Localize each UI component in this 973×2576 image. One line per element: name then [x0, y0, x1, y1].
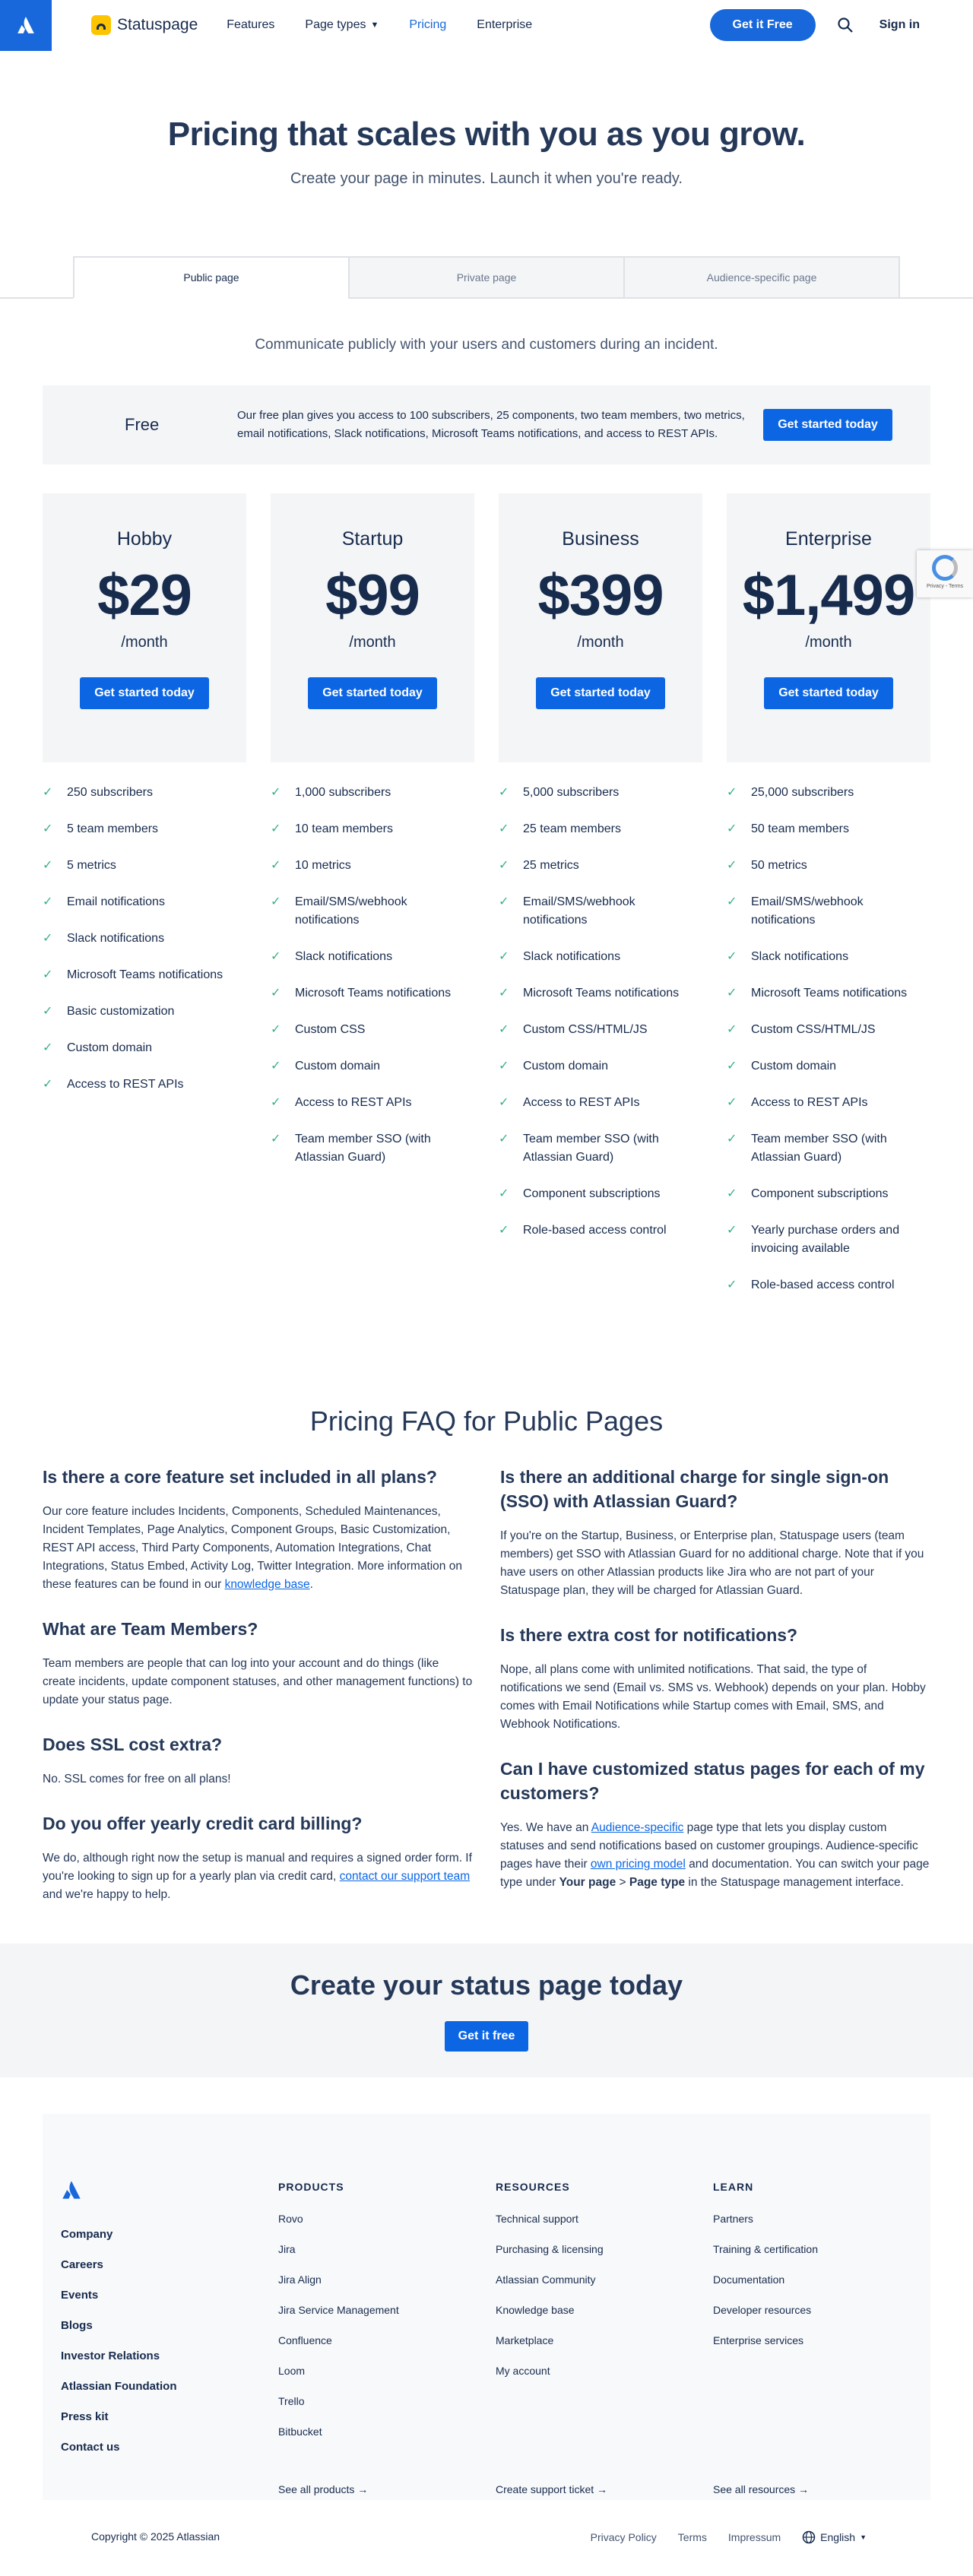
statuspage-logo-icon [91, 15, 111, 35]
feature-item [499, 784, 702, 802]
footer-products [278, 2181, 399, 2456]
legal-links [591, 2530, 867, 2544]
faq-answer [43, 1849, 473, 1904]
plan-features [271, 784, 474, 1167]
page-type-tabs [0, 256, 973, 299]
footer-link[interactable]: Marketplace [496, 2334, 554, 2346]
faq-section [43, 1465, 930, 1927]
nav-links [227, 18, 532, 32]
feature-label: Microsoft Teams notifications [67, 968, 223, 981]
check-icon: ✓ [727, 786, 737, 799]
footer-link[interactable]: Purchasing & licensing [496, 2243, 604, 2255]
feature-item [499, 1021, 702, 1039]
check-icon: ✓ [727, 1187, 737, 1200]
recaptcha-badge[interactable] [917, 550, 973, 597]
feature-item [727, 984, 930, 1003]
plan-price: $29 [97, 563, 192, 628]
feature-label: Component subscriptions [523, 1187, 661, 1200]
nav-link-enterprise[interactable]: Enterprise [477, 18, 533, 31]
check-icon: ✓ [499, 1133, 509, 1145]
plan-name: Hobby [116, 528, 173, 550]
check-icon: ✓ [727, 1023, 737, 1036]
check-icon: ✓ [727, 987, 737, 1000]
faq-answer-text: Our core feature includes Incidents, Components, Scheduled Maintenances, Incident Templates, Page Analytics, Component Groups, Basic Customization, REST API access, Third Party Components, Automation Integrations, Chat Integrations, Status Embed, Activity Log, Twitter Integration. More information on these features can be found in our [43, 1505, 462, 1591]
feature-label: Role-based access control [523, 1224, 667, 1237]
feature-item [271, 784, 474, 802]
free-get-started-button[interactable]: Get started today [763, 409, 892, 441]
faq-question: Is there extra cost for notifications? [500, 1625, 798, 1645]
footer-link[interactable]: Enterprise services [713, 2334, 804, 2346]
faq-question: Do you offer yearly credit card billing? [43, 1814, 363, 1833]
check-icon: ✓ [727, 1224, 737, 1237]
feature-label: 25,000 subscribers [751, 786, 854, 799]
check-icon: ✓ [43, 1005, 53, 1018]
plan-features [727, 784, 930, 1294]
plan-business [499, 493, 702, 1313]
faq-question: What are Team Members? [43, 1619, 258, 1639]
check-icon: ✓ [727, 895, 737, 908]
feature-label: 5 metrics [67, 859, 116, 872]
plan-hobby [43, 493, 246, 1313]
feature-item [271, 1130, 474, 1167]
feature-item [727, 820, 930, 838]
knowledge-base-link[interactable]: knowledge base [224, 1578, 310, 1591]
faq-answer-text: in the Statuspage management interface. [685, 1876, 904, 1889]
plan-card [727, 493, 930, 762]
feature-label: 250 subscribers [67, 786, 153, 799]
privacy-policy-link[interactable]: Privacy Policy [590, 2531, 657, 2543]
plan-price: $1,499 [742, 563, 915, 628]
footer-link[interactable]: Partners [713, 2213, 753, 2225]
statuspage-brand[interactable] [91, 15, 198, 35]
feature-label: 10 metrics [295, 859, 351, 872]
feature-item [727, 1130, 930, 1167]
language-label: English [820, 2531, 856, 2543]
tab-description: Communicate publicly with your users and customers during an incident. [255, 337, 718, 353]
feature-label: Access to REST APIs [523, 1096, 640, 1109]
cta-section [0, 1944, 973, 2077]
feature-item [43, 857, 246, 875]
breadcrumb-separator: > [616, 1876, 629, 1889]
nav-link-page-types[interactable] [305, 18, 379, 32]
check-icon: ✓ [271, 895, 281, 908]
see-all-resources-link[interactable]: See all resources → [713, 2483, 810, 2495]
feature-label: 1,000 subscribers [295, 786, 391, 799]
feature-label: Email/SMS/webhook notifications [523, 895, 635, 927]
check-icon: ✓ [499, 1224, 509, 1237]
check-icon: ✓ [499, 1023, 509, 1036]
faq-answer-text: We do, although right now the setup is manual and requires a signed order form. If you're looking to sign up for a yearly plan via credit card, [43, 1852, 472, 1883]
check-icon: ✓ [727, 1096, 737, 1109]
plan-card [499, 493, 702, 762]
feature-item [499, 893, 702, 930]
check-icon: ✓ [499, 786, 509, 799]
feature-item [271, 1057, 474, 1076]
check-icon: ✓ [499, 950, 509, 963]
plan-features [43, 784, 246, 1094]
footer-heading: PRODUCTS [278, 2181, 344, 2193]
check-icon: ✓ [271, 1096, 281, 1109]
create-support-ticket-link[interactable]: Create support ticket → [496, 2483, 608, 2495]
faq-question: Can I have customized status pages for each of my customers? [500, 1759, 925, 1803]
feature-label: 25 metrics [523, 859, 579, 872]
feature-label: Custom domain [523, 1060, 609, 1073]
faq-question: Is there an additional charge for single sign-on (SSO) with Atlassian Guard? [500, 1467, 889, 1511]
footer-heading: RESOURCES [496, 2181, 570, 2193]
feature-item [499, 857, 702, 875]
feature-item [43, 966, 246, 984]
faq-answer-text: page type that lets you display custom statuses and send notifications based on customer groupings. Audience-specific pages have their [500, 1821, 918, 1871]
check-icon: ✓ [271, 1060, 281, 1073]
check-icon: ✓ [727, 1133, 737, 1145]
check-icon: ✓ [271, 859, 281, 872]
feature-label: Custom CSS/HTML/JS [523, 1023, 648, 1036]
feature-item [43, 930, 246, 948]
check-icon: ✓ [43, 968, 53, 981]
faq-answer-text: Yes. We have an [500, 1821, 591, 1834]
footer-link[interactable]: Contact us [61, 2441, 120, 2454]
plan-period: /month [577, 634, 624, 651]
feature-label: Email notifications [67, 895, 165, 908]
check-icon: ✓ [727, 1060, 737, 1073]
copyright: Copyright © 2025 Atlassian [91, 2530, 220, 2543]
feature-label: Access to REST APIs [67, 1078, 184, 1091]
sign-in-link[interactable]: Sign in [879, 18, 920, 31]
check-icon: ✓ [271, 1023, 281, 1036]
plan-card [271, 493, 474, 762]
check-icon: ✓ [727, 950, 737, 963]
cta-get-it-free-button[interactable]: Get it free [445, 2021, 528, 2052]
nav-link-pricing[interactable]: Pricing [409, 18, 447, 31]
feature-item [499, 820, 702, 838]
footer-resources [496, 2181, 604, 2395]
feature-label: Role-based access control [751, 1278, 895, 1291]
nav-link-features[interactable]: Features [227, 18, 275, 31]
page-type-label: Page type [629, 1876, 686, 1889]
footer-learn [713, 2181, 818, 2365]
check-icon: ✓ [43, 822, 53, 835]
feature-label: Access to REST APIs [751, 1096, 868, 1109]
check-icon: ✓ [271, 987, 281, 1000]
chevron-down-icon: ▼ [370, 21, 379, 30]
atlassian-footer-logo-icon[interactable] [61, 2179, 82, 2201]
faq-answer [500, 1819, 930, 1892]
plan-enterprise [727, 493, 930, 1313]
footer-link[interactable]: Jira [278, 2243, 296, 2255]
impressum-link[interactable]: Impressum [727, 2531, 781, 2543]
language-selector[interactable] [802, 2530, 867, 2544]
feature-item [499, 1221, 702, 1240]
feature-label: 50 team members [751, 822, 849, 835]
footer-link[interactable]: Rovo [278, 2213, 303, 2225]
faq-question: Does SSL cost extra? [43, 1735, 223, 1754]
plan-startup [271, 493, 474, 1313]
footer-link[interactable]: Jira Service Management [278, 2304, 399, 2316]
feature-label: Custom CSS/HTML/JS [751, 1023, 876, 1036]
faq-title: Pricing FAQ for Public Pages [309, 1405, 664, 1437]
free-plan-title: Free [125, 415, 160, 434]
check-icon: ✓ [271, 822, 281, 835]
feature-item [271, 1021, 474, 1039]
footer-link[interactable]: Jira Align [278, 2273, 322, 2286]
feature-label: Custom domain [67, 1041, 153, 1054]
feature-label: 5 team members [67, 822, 159, 835]
your-page-label: Your page [559, 1876, 616, 1889]
audience-specific-link[interactable]: Audience-specific [591, 1821, 684, 1834]
recaptcha-links: Privacy - Terms [926, 584, 964, 589]
get-it-free-button[interactable]: Get it Free [710, 9, 816, 41]
feature-label: Email/SMS/webhook notifications [295, 895, 407, 927]
feature-item [727, 1276, 930, 1294]
feature-item [43, 1039, 246, 1057]
feature-item [499, 1130, 702, 1167]
feature-label: 5,000 subscribers [523, 786, 620, 799]
feature-label: Basic customization [67, 1005, 175, 1018]
atlassian-logo-icon[interactable] [0, 0, 52, 51]
feature-item [499, 1057, 702, 1076]
faq-answer: No. SSL comes for free on all plans! [43, 1773, 231, 1785]
feature-item [727, 1185, 930, 1203]
contact-support-link[interactable]: contact our support team [339, 1870, 471, 1883]
feature-item [43, 1076, 246, 1094]
enterprise-get-started-button[interactable]: Get started today [764, 677, 893, 709]
faq-answer: Team members are people that can log into your account and do things (like create incidents, update component statuses, and other management functions) to update your status page. [43, 1657, 473, 1706]
feature-item [727, 948, 930, 966]
plan-period: /month [805, 634, 852, 651]
faq-right-column [500, 1465, 930, 1927]
feature-item [499, 1094, 702, 1112]
feature-label: Microsoft Teams notifications [523, 987, 680, 1000]
brand-name: Statuspage [117, 16, 198, 33]
startup-get-started-button[interactable]: Get started today [308, 677, 437, 709]
plans-grid [43, 493, 930, 1313]
feature-item [271, 948, 474, 966]
faq-answer: Nope, all plans come with unlimited notifications. That said, the type of notifications we send (Email vs. SMS vs. Webhook) depends on your plan. Hobby comes with Email Notifications while Startup comes with Email, SMS, and Webhook Notifications. [500, 1663, 926, 1731]
own-pricing-model-link[interactable]: own pricing model [590, 1858, 686, 1871]
feature-item [727, 1021, 930, 1039]
faq-left-column [43, 1465, 473, 1927]
feature-item [43, 820, 246, 838]
feature-item [43, 893, 246, 911]
check-icon: ✓ [43, 859, 53, 872]
tab-private-page[interactable]: Private page [348, 256, 625, 299]
check-icon: ✓ [271, 786, 281, 799]
feature-label: Component subscriptions [751, 1187, 889, 1200]
check-icon: ✓ [499, 987, 509, 1000]
feature-label: Team member SSO (with Atlassian Guard) [295, 1133, 431, 1164]
footer-link[interactable]: Investor Relations [61, 2349, 160, 2362]
feature-label: Yearly purchase orders and invoicing available [751, 1224, 900, 1255]
plan-period: /month [349, 634, 396, 651]
feature-label: Slack notifications [751, 950, 849, 963]
check-icon: ✓ [499, 1060, 509, 1073]
feature-item [727, 857, 930, 875]
feature-item [271, 893, 474, 930]
footer-link[interactable]: Confluence [278, 2334, 332, 2346]
footer-bottom [0, 2500, 973, 2576]
feature-item [727, 1221, 930, 1258]
nav-actions [710, 9, 920, 41]
tab-public-page[interactable]: Public page [73, 256, 350, 299]
free-plan-description: Our free plan gives you access to 100 subscribers, 25 components, two team members, two metrics, email notifications, Slack notifications, Microsoft Teams notifications, and access to REST APIs. [237, 409, 745, 440]
page-subtitle: Create your page in minutes. Launch it when you're ready. [290, 170, 683, 187]
plan-features [499, 784, 702, 1240]
footer-link[interactable]: Loom [278, 2365, 306, 2377]
terms-link[interactable]: Terms [677, 2531, 707, 2543]
footer-link[interactable]: Documentation [713, 2273, 785, 2286]
check-icon: ✓ [43, 1078, 53, 1091]
check-icon: ✓ [43, 1041, 53, 1054]
footer-link[interactable]: Technical support [496, 2213, 578, 2225]
feature-item [271, 820, 474, 838]
feature-item [499, 948, 702, 966]
check-icon: ✓ [727, 859, 737, 872]
cta-title: Create your status page today [290, 1969, 683, 2001]
check-icon: ✓ [499, 895, 509, 908]
check-icon: ✓ [271, 950, 281, 963]
tab-audience-specific-page[interactable]: Audience-specific page [623, 256, 900, 299]
top-nav [0, 0, 973, 51]
faq-answer-tail: and we're happy to help. [43, 1888, 171, 1901]
hero [0, 51, 973, 188]
feature-label: Email/SMS/webhook notifications [751, 895, 864, 927]
footer-link[interactable]: Atlassian Foundation [61, 2380, 177, 2393]
business-get-started-button[interactable]: Get started today [536, 677, 665, 709]
check-icon: ✓ [499, 1096, 509, 1109]
nav-link-page-types-label: Page types [305, 18, 366, 31]
check-icon: ✓ [271, 1133, 281, 1145]
feature-label: Slack notifications [523, 950, 621, 963]
check-icon: ✓ [499, 859, 509, 872]
faq-answer-text: and documentation. You can switch your page type under [500, 1858, 930, 1889]
feature-label: Team member SSO (with Atlassian Guard) [523, 1133, 659, 1164]
feature-label: Slack notifications [295, 950, 393, 963]
footer-link[interactable]: Blogs [61, 2319, 93, 2332]
footer [43, 2114, 930, 2500]
feature-label: Microsoft Teams notifications [295, 987, 452, 1000]
footer-link[interactable]: Bitbucket [278, 2425, 322, 2438]
check-icon: ✓ [43, 932, 53, 945]
feature-label: Slack notifications [67, 932, 165, 945]
free-plan-banner [43, 385, 930, 464]
plan-price: $399 [537, 563, 664, 628]
feature-label: Custom domain [295, 1060, 381, 1073]
plan-name: Enterprise [785, 528, 872, 550]
recaptcha-icon [932, 555, 958, 581]
feature-item [271, 857, 474, 875]
plan-price: $99 [325, 563, 420, 628]
feature-item [727, 1094, 930, 1112]
feature-item [727, 784, 930, 802]
hobby-get-started-button[interactable]: Get started today [80, 677, 209, 709]
footer-link[interactable]: Training & certification [713, 2243, 818, 2255]
feature-item [499, 984, 702, 1003]
feature-item [499, 1185, 702, 1203]
feature-label: Custom CSS [295, 1023, 366, 1036]
footer-link[interactable]: Developer resources [713, 2304, 812, 2316]
footer-heading: LEARN [713, 2181, 754, 2193]
page-title: Pricing that scales with you as you grow. [167, 116, 806, 153]
footer-company-links [61, 2228, 177, 2471]
feature-label: Team member SSO (with Atlassian Guard) [751, 1133, 887, 1164]
feature-label: 10 team members [295, 822, 393, 835]
feature-label: Microsoft Teams notifications [751, 987, 908, 1000]
footer-link[interactable]: Events [61, 2289, 99, 2302]
faq-question: Is there a core feature set included in all plans? [43, 1467, 437, 1487]
check-icon: ✓ [499, 1187, 509, 1200]
faq-answer: Our core feature includes Incidents, Components, Scheduled Maintenances, Incident Templates, Page Analytics, Component Groups, Basic Customization, REST API access, Third Party Components, Automation Integrations, Chat Integrations, Status Embed, Activity Log, Twitter Integration. More information on these features can be found in our knowledge base. [43, 1505, 462, 1591]
check-icon: ✓ [727, 822, 737, 835]
footer-link[interactable]: My account [496, 2365, 550, 2377]
check-icon: ✓ [499, 822, 509, 835]
check-icon: ✓ [43, 895, 53, 908]
search-icon[interactable] [837, 17, 854, 33]
feature-item [271, 1094, 474, 1112]
feature-item [727, 893, 930, 930]
footer-link[interactable]: Company [61, 2228, 113, 2241]
feature-item [271, 984, 474, 1003]
plan-period: /month [121, 634, 168, 651]
feature-item [43, 1003, 246, 1021]
faq-answer: If you're on the Startup, Business, or Enterprise plan, Statuspage users (team members) get SSO with Atlassian Guard for no additional charge. Note that if you have users on other Atlassian products like Jira who are not part of your Statuspage plan, they will be charged for Atlassian Guard. [500, 1529, 924, 1597]
check-icon: ✓ [727, 1278, 737, 1291]
footer-link[interactable]: Knowledge base [496, 2304, 575, 2316]
footer-link[interactable]: Trello [278, 2395, 305, 2407]
footer-link[interactable]: Careers [61, 2258, 103, 2271]
feature-label: Access to REST APIs [295, 1096, 412, 1109]
feature-label: 25 team members [523, 822, 621, 835]
feature-item [43, 784, 246, 802]
footer-link[interactable]: Press kit [61, 2410, 109, 2423]
plan-name: Business [562, 528, 639, 550]
footer-link[interactable]: Atlassian Community [496, 2273, 596, 2286]
feature-label: Custom domain [751, 1060, 837, 1073]
plan-name: Startup [341, 528, 404, 550]
chevron-down-icon: ▼ [860, 2533, 867, 2541]
feature-item [727, 1057, 930, 1076]
check-icon: ✓ [43, 786, 53, 799]
see-all-products-link[interactable]: See all products → [278, 2483, 369, 2495]
feature-label: 50 metrics [751, 859, 807, 872]
globe-icon [802, 2530, 816, 2544]
plan-card [43, 493, 246, 762]
